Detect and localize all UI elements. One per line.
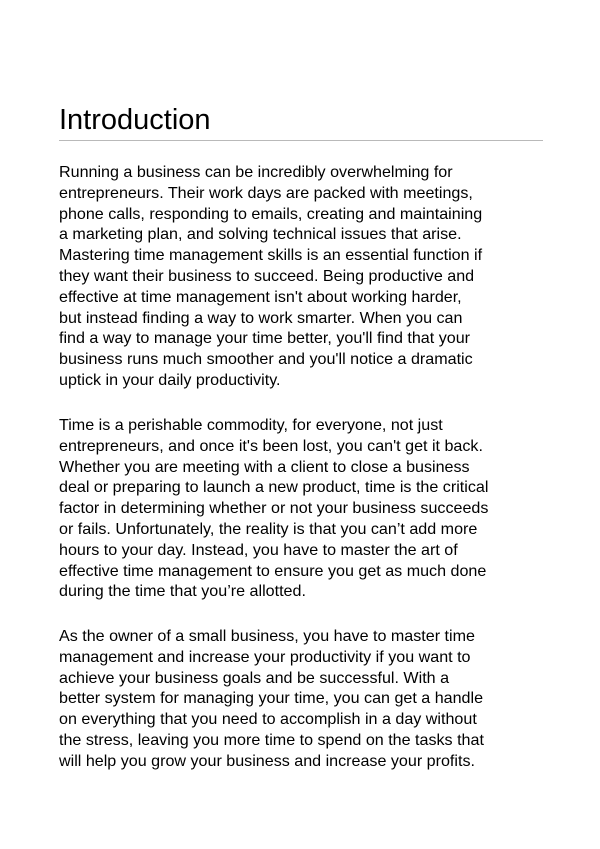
paragraph-line: during the time that you’re allotted. [59, 582, 306, 601]
paragraph-line: Whether you are meeting with a client to close a business [59, 457, 470, 476]
paragraph-line: hours to your day. Instead, you have to master the art of [59, 540, 458, 559]
paragraph-1 [59, 162, 549, 391]
paragraph-line: better system for managing your time, you can get a handle [59, 689, 484, 708]
paragraph-line: achieve your business goals and be successful. With a [59, 668, 450, 687]
section-heading: Introduction [59, 104, 211, 136]
paragraph-line: a marketing plan, and solving technical issues that arise. [59, 225, 462, 244]
paragraph-line: As the owner of a small business, you have to master time [59, 627, 475, 645]
paragraph-line: factor in determining whether or not your business succeeds [59, 499, 489, 518]
paragraph-line: management and increase your productivity if you want to [59, 647, 471, 666]
paragraph-line: entrepreneurs, and once it's been lost, you can't get it back. [59, 436, 483, 455]
paragraph-line: phone calls, responding to emails, creating and maintaining [59, 204, 483, 223]
paragraph-line: Mastering time management skills is an essential function if [59, 246, 483, 265]
paragraph-line: find a way to manage your time better, you'll find that your [59, 329, 471, 348]
paragraph-line: Time is a perishable commodity, for everyone, not just [59, 416, 443, 434]
paragraph-line: deal or preparing to launch a new product, time is the critical [59, 478, 489, 497]
paragraph-line: effective time management to ensure you get as much done [59, 561, 487, 580]
paragraph-line: the stress, leaving you more time to spend on the tasks that [59, 730, 484, 749]
paragraph-3 [59, 626, 549, 772]
paragraph-line: they want their business to succeed. Being productive and [59, 266, 475, 285]
paragraph-line: entrepreneurs. Their work days are packed with meetings, [59, 183, 473, 202]
paragraph-line: will help you grow your business and increase your profits. [59, 751, 475, 770]
paragraph-line: Running a business can be incredibly overwhelming for [59, 163, 453, 181]
paragraph-line: but instead finding a way to work smarter. When you can [59, 308, 463, 327]
paragraph-line: uptick in your daily productivity. [59, 370, 281, 389]
heading-divider [59, 140, 543, 141]
paragraph-line: or fails. Unfortunately, the reality is that you can’t add more [59, 519, 478, 538]
paragraph-2 [59, 415, 549, 602]
paragraph-line: business runs much smoother and you'll notice a dramatic [59, 350, 473, 369]
paragraph-line: on everything that you need to accomplish in a day without [59, 710, 477, 729]
paragraph-line: effective at time management isn't about working harder, [59, 287, 462, 306]
